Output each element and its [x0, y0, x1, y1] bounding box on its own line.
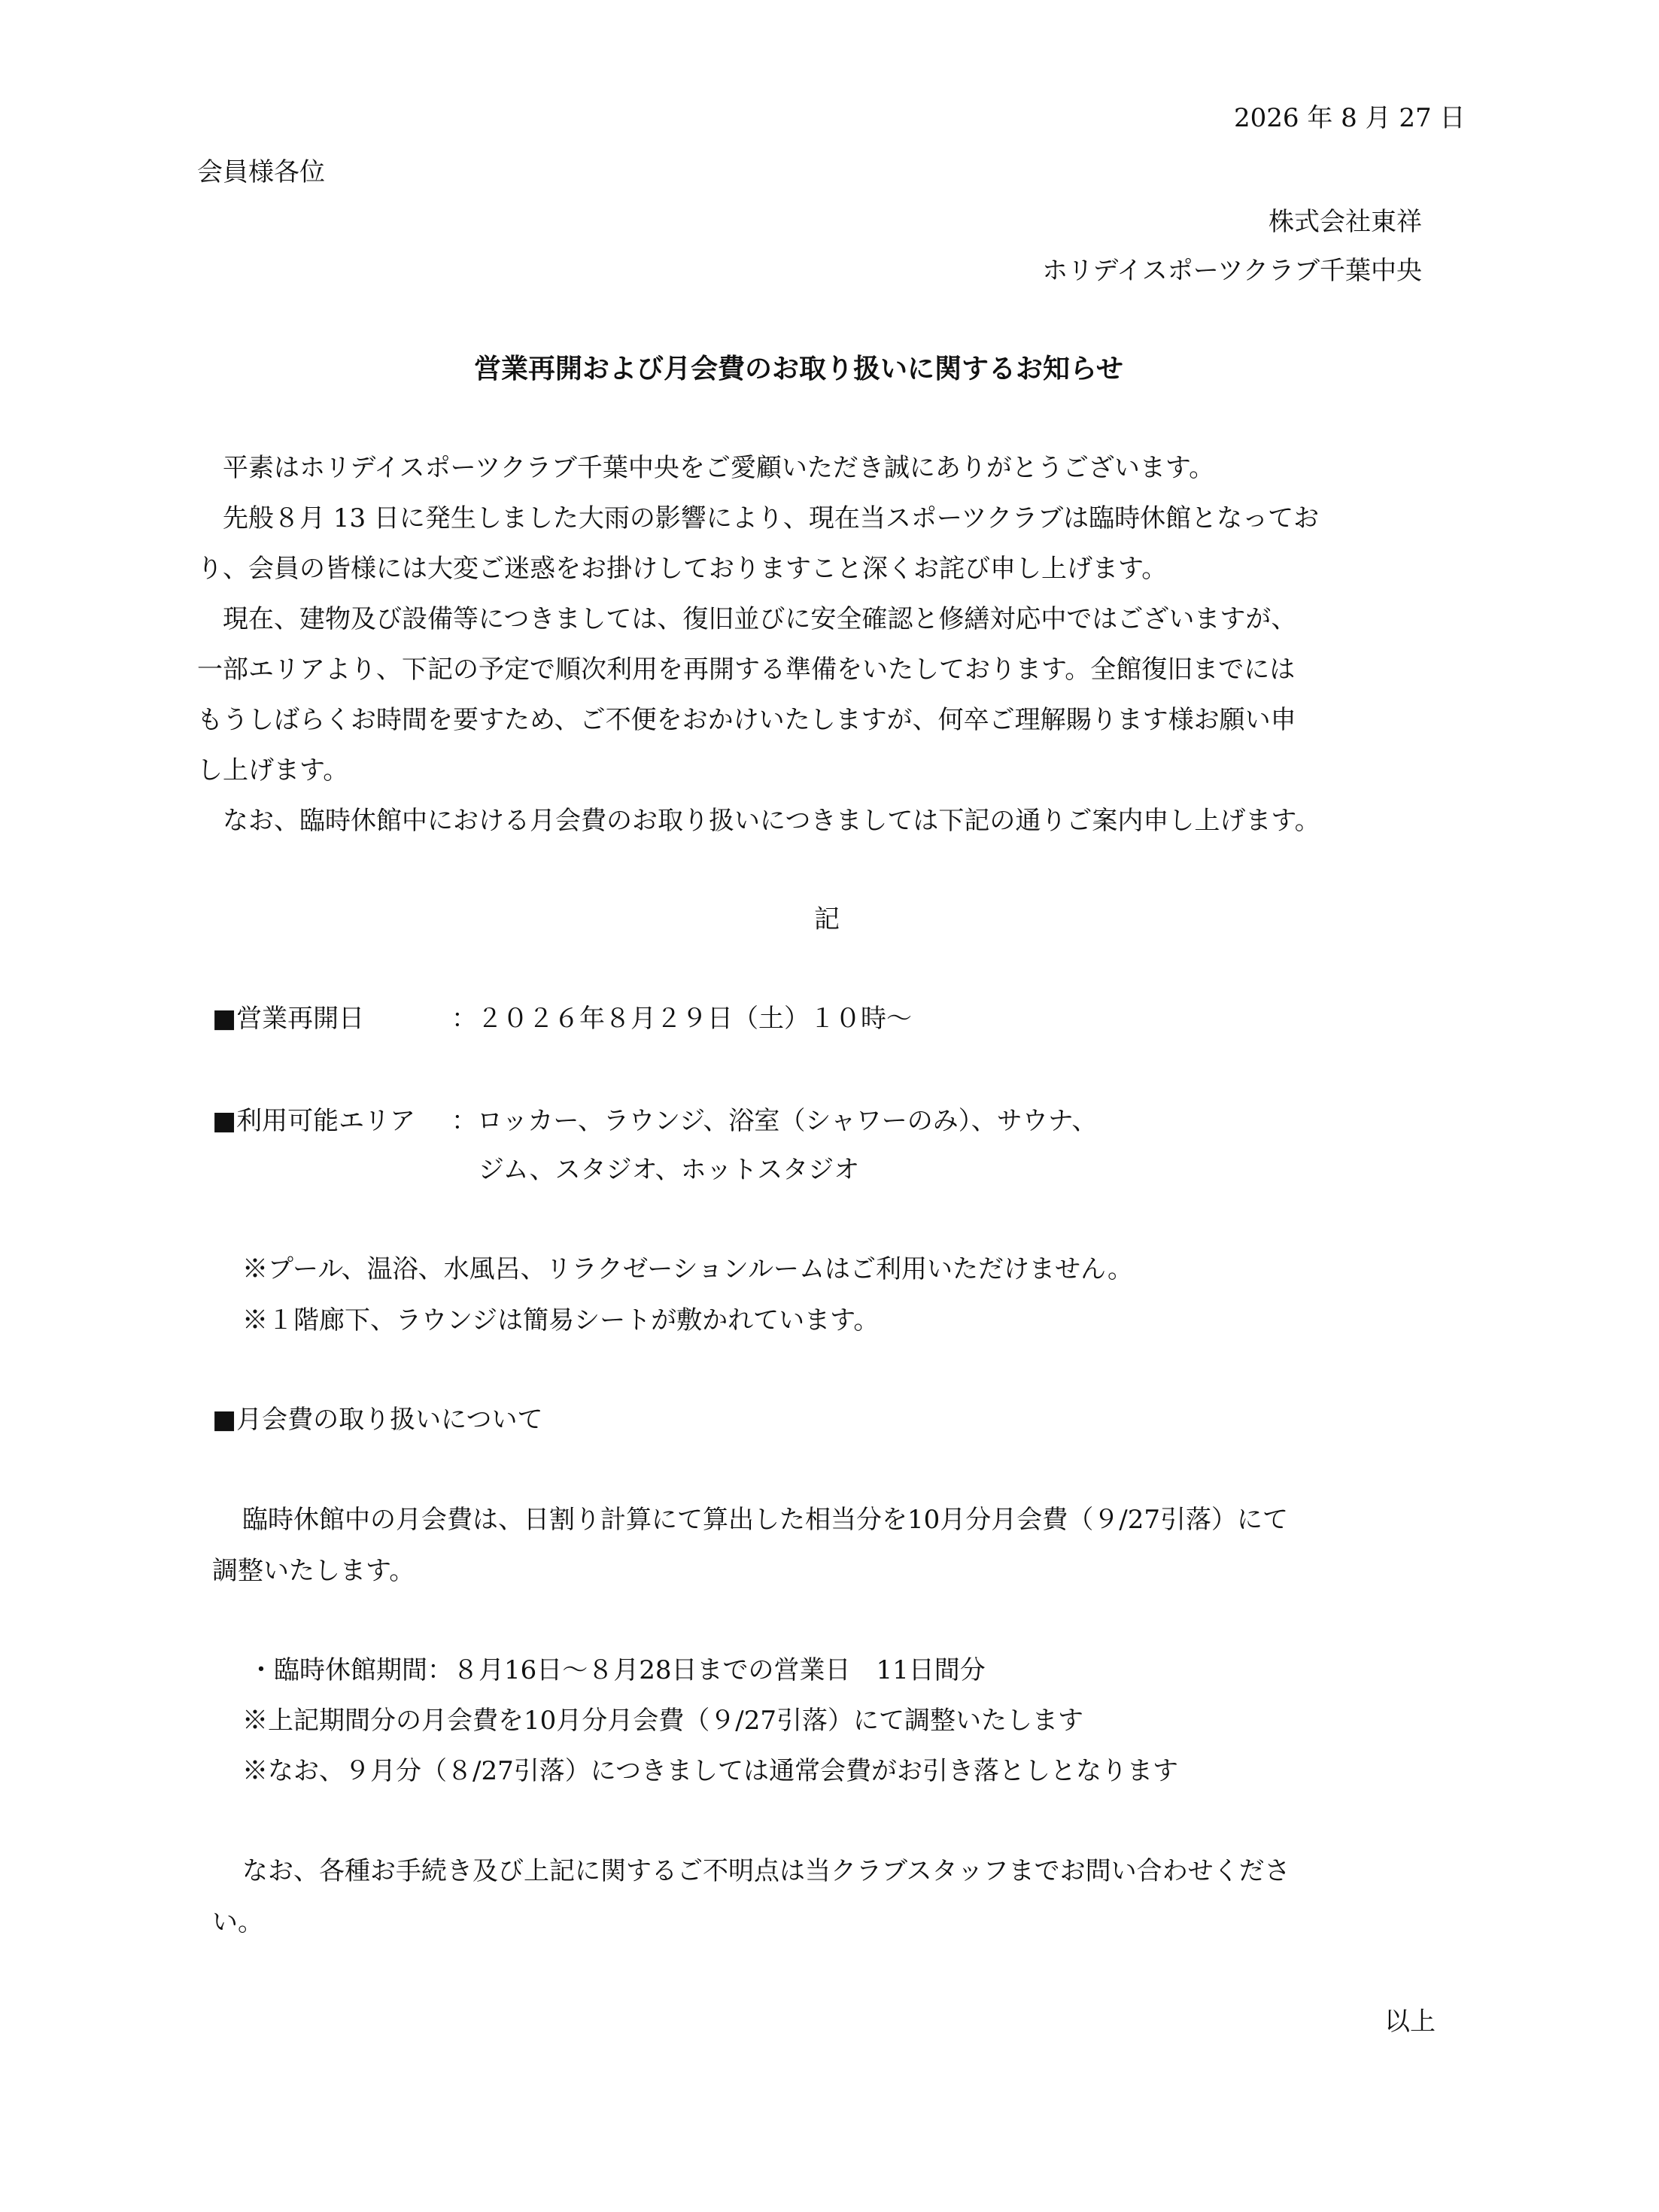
notice-title: 営業再開および月会費のお取り扱いに関するお知らせ [474, 354, 1123, 384]
closing-line: なお、各種お手続き及び上記に関するご不明点は当クラブスタッフまでお問い合わせくださ [242, 1856, 1290, 1886]
fee-note: ※なお、９月分（８/27引落）につきましては通常会費がお引き落としとなります [242, 1756, 1179, 1786]
intro-line: 先般８月 13 日に発生しました大雨の影響により、現在当スポーツクラブは臨時休館となってお [197, 503, 1320, 533]
intro-line: し上げます。 [197, 755, 349, 785]
areas-label: ■利用可能エリア [212, 1106, 416, 1136]
sender-company: 株式会社東祥 [1269, 207, 1422, 237]
sender-club: ホリデイスポーツクラブ千葉中央 [1042, 256, 1422, 286]
closing-end-mark: 以上 [1384, 2007, 1436, 2037]
intro-line: もうしばらくお時間を要すため、ご不便をおかけいたしますが、何卒ご理解賜ります様お願い申 [197, 705, 1296, 735]
ki-mark: 記 [814, 904, 840, 934]
reopen-value: ：２０２６年８月２９日（土）１０時～ [451, 1004, 912, 1034]
fee-note: ※上記期間分の月会費を10月分月会費（９/27引落）にて調整いたします [242, 1706, 1083, 1736]
intro-line: 平素はホリデイスポーツクラブ千葉中央をご愛顧いただき誠にありがとうございます。 [197, 453, 1215, 483]
fee-body-line: 調整いたします。 [212, 1556, 415, 1586]
area-note: ※１階廊下、ラウンジは簡易シートが敷かれています。 [242, 1305, 880, 1335]
fee-body-line: 臨時休館中の月会費は、日割り計算にて算出した相当分を10月分月会費（９/27引落）にて [242, 1505, 1288, 1535]
intro-line: 一部エリアより、下記の予定で順次利用を再開する準備をいたしております。全館復旧までには [197, 655, 1296, 685]
areas-value-line2: ジム、スタジオ、ホットスタジオ [479, 1155, 860, 1185]
closing-line: い。 [212, 1907, 263, 1937]
fee-heading: ■月会費の取り扱いについて [212, 1405, 543, 1435]
closure-period: ・臨時休館期間：８月16日～８月28日までの営業日 11日間分 [248, 1655, 986, 1685]
areas-value-line1: ：ロッカー、ラウンジ、浴室（シャワーのみ）、サウナ、 [451, 1106, 1098, 1136]
intro-line: 現在、建物及び設備等につきましては、復旧並びに安全確認と修繕対応中ではございますが、 [197, 604, 1297, 634]
recipient: 会員様各位 [197, 157, 325, 187]
document-date: 2026 年 8 月 27 日 [1234, 103, 1466, 133]
area-note: ※プール、温浴、水風呂、リラクゼーションルームはご利用いただけません。 [242, 1254, 1134, 1284]
reopen-label: ■営業再開日 [212, 1004, 365, 1034]
intro-line: なお、臨時休館中における月会費のお取り扱いにつきましては下記の通りご案内申し上げます。 [197, 806, 1320, 836]
intro-line: り、会員の皆様には大変ご迷惑をお掛けしておりますこと深くお詫び申し上げます。 [197, 554, 1168, 584]
